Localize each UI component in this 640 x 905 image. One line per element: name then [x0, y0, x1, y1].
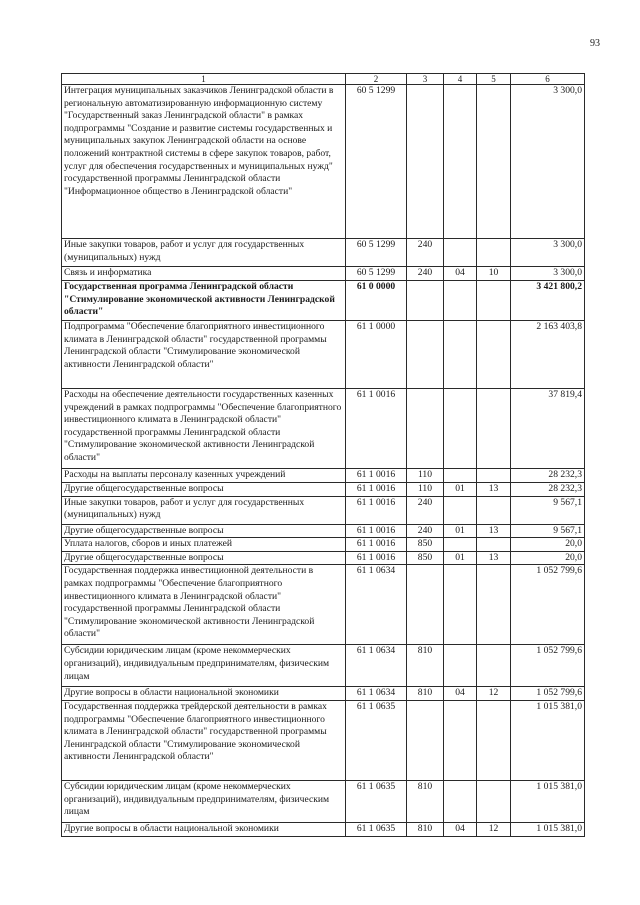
expense-type-cell: 810 — [407, 687, 444, 701]
subsection-cell — [477, 780, 511, 822]
amount-cell: 3 421 800,2 — [511, 281, 585, 321]
subsection-cell — [477, 538, 511, 552]
target-code-cell: 61 1 0016 — [346, 538, 407, 552]
expense-type-cell: 810 — [407, 822, 444, 836]
subsection-cell — [477, 85, 511, 239]
section-cell: 04 — [444, 822, 477, 836]
subsection-cell: 13 — [477, 483, 511, 497]
row-name-cell: Государственная программа Ленинградской области "Стимулирование экономической активности Ленинградской области" — [62, 281, 346, 321]
row-name-cell: Государственная поддержка инвестиционной деятельности в рамках подпрограммы "Обеспечение благоприятного инвестиционного климата в Ленинградской области" государственной программы Ленинградской области "Стимулирование экономической активности Ленинградской области" — [62, 565, 346, 645]
section-cell — [444, 538, 477, 552]
subsection-cell — [477, 645, 511, 687]
column-header-3: 3 — [407, 74, 444, 85]
target-code-cell: 61 1 0635 — [346, 780, 407, 822]
row-name-cell: Другие общегосударственные вопросы — [62, 524, 346, 538]
expense-type-cell — [407, 565, 444, 645]
section-cell: 04 — [444, 687, 477, 701]
section-cell — [444, 780, 477, 822]
row-name-cell: Субсидии юридическим лицам (кроме некоммерческих организаций), индивидуальным предпринимателям, физическим лицам — [62, 645, 346, 687]
expense-type-cell: 810 — [407, 780, 444, 822]
amount-cell: 1 052 799,6 — [511, 687, 585, 701]
table-row — [62, 85, 585, 239]
expense-type-cell — [407, 321, 444, 389]
subsection-cell — [477, 700, 511, 780]
amount-cell: 3 300,0 — [511, 85, 585, 239]
expense-type-cell: 240 — [407, 239, 444, 267]
expense-type-cell: 240 — [407, 496, 444, 524]
amount-cell: 1 052 799,6 — [511, 565, 585, 645]
column-header-2: 2 — [346, 74, 407, 85]
subsection-cell: 10 — [477, 267, 511, 281]
subsection-cell — [477, 469, 511, 483]
target-code-cell: 61 1 0634 — [346, 565, 407, 645]
table-row — [62, 389, 585, 469]
table-row — [62, 483, 585, 497]
section-cell — [444, 645, 477, 687]
page-number: 93 — [590, 38, 600, 49]
target-code-cell: 60 5 1299 — [346, 85, 407, 239]
section-cell — [444, 85, 477, 239]
target-code-cell: 60 5 1299 — [346, 239, 407, 267]
table-row — [62, 538, 585, 552]
section-cell — [444, 565, 477, 645]
target-code-cell: 61 1 0016 — [346, 524, 407, 538]
amount-cell: 1 015 381,0 — [511, 780, 585, 822]
column-header-4: 4 — [444, 74, 477, 85]
row-name-cell: Другие общегосударственные вопросы — [62, 483, 346, 497]
table-row — [62, 469, 585, 483]
expense-type-cell: 850 — [407, 538, 444, 552]
amount-cell: 28 232,3 — [511, 483, 585, 497]
table-row — [62, 822, 585, 836]
amount-cell: 37 819,4 — [511, 389, 585, 469]
section-cell — [444, 700, 477, 780]
target-code-cell: 61 1 0016 — [346, 551, 407, 565]
expense-type-cell: 240 — [407, 267, 444, 281]
subsection-cell — [477, 239, 511, 267]
target-code-cell: 61 1 0634 — [346, 687, 407, 701]
expense-type-cell: 240 — [407, 524, 444, 538]
table-row — [62, 780, 585, 822]
table-row — [62, 700, 585, 780]
subsection-cell — [477, 496, 511, 524]
row-name-cell: Другие вопросы в области национальной экономики — [62, 687, 346, 701]
table-row — [62, 321, 585, 389]
row-name-cell: Иные закупки товаров, работ и услуг для государственных (муниципальных) нужд — [62, 496, 346, 524]
expense-type-cell: 810 — [407, 645, 444, 687]
section-cell: 01 — [444, 551, 477, 565]
column-header-1: 1 — [62, 74, 346, 85]
row-name-cell: Расходы на обеспечение деятельности государственных казенных учреждений в рамках подпрограммы "Обеспечение благоприятного инвестиционного климата в Ленинградской области" государственной программы Ленинградской области "Стимулирование экономической активности Ленинградской области" — [62, 389, 346, 469]
target-code-cell: 60 5 1299 — [346, 267, 407, 281]
target-code-cell: 61 1 0016 — [346, 389, 407, 469]
table-row — [62, 239, 585, 267]
table-row — [62, 281, 585, 321]
target-code-cell: 61 1 0634 — [346, 645, 407, 687]
target-code-cell: 61 1 0016 — [346, 483, 407, 497]
target-code-cell: 61 0 0000 — [346, 281, 407, 321]
amount-cell: 20,0 — [511, 551, 585, 565]
amount-cell: 9 567,1 — [511, 524, 585, 538]
table-header-row — [62, 74, 585, 85]
expense-type-cell: 110 — [407, 469, 444, 483]
expense-type-cell — [407, 281, 444, 321]
subsection-cell — [477, 389, 511, 469]
section-cell — [444, 389, 477, 469]
target-code-cell: 61 1 0016 — [346, 469, 407, 483]
section-cell — [444, 321, 477, 389]
expense-type-cell: 110 — [407, 483, 444, 497]
section-cell — [444, 469, 477, 483]
amount-cell: 20,0 — [511, 538, 585, 552]
row-name-cell: Иные закупки товаров, работ и услуг для государственных (муниципальных) нужд — [62, 239, 346, 267]
section-cell: 01 — [444, 483, 477, 497]
subsection-cell: 12 — [477, 687, 511, 701]
expense-type-cell — [407, 389, 444, 469]
column-header-6: 6 — [511, 74, 585, 85]
table-row — [62, 496, 585, 524]
amount-cell: 28 232,3 — [511, 469, 585, 483]
table-row — [62, 687, 585, 701]
expense-type-cell — [407, 700, 444, 780]
subsection-cell: 12 — [477, 822, 511, 836]
amount-cell: 9 567,1 — [511, 496, 585, 524]
column-header-5: 5 — [477, 74, 511, 85]
amount-cell: 2 163 403,8 — [511, 321, 585, 389]
row-name-cell: Расходы на выплаты персоналу казенных учреждений — [62, 469, 346, 483]
budget-table — [61, 73, 585, 837]
subsection-cell: 13 — [477, 551, 511, 565]
section-cell — [444, 239, 477, 267]
subsection-cell — [477, 321, 511, 389]
subsection-cell: 13 — [477, 524, 511, 538]
table-row — [62, 524, 585, 538]
row-name-cell: Субсидии юридическим лицам (кроме некоммерческих организаций), индивидуальным предпринимателям, физическим лицам — [62, 780, 346, 822]
amount-cell: 3 300,0 — [511, 267, 585, 281]
row-name-cell: Интеграция муниципальных заказчиков Ленинградской области в региональную автоматизированную информационную систему "Государственный заказ Ленинградской области" в рамках подпрограммы "Создание и развитие системы государственных и муниципальных закупок Ленинградской области на основе положений контрактной системы в сфере закупок товаров, работ, услуг для обеспечения государственных и муниципальных нужд" государственной программы Ленинградской области "Информационное общество в Ленинградской области" — [62, 85, 346, 239]
table-row — [62, 645, 585, 687]
subsection-cell — [477, 565, 511, 645]
row-name-cell: Государственная поддержка трейдерской деятельности в рамках подпрограммы "Обеспечение благоприятного инвестиционного климата в Ленинградской области" государственной программы Ленинградской области "Стимулирование экономической активности Ленинградской области" — [62, 700, 346, 780]
table-row — [62, 267, 585, 281]
amount-cell: 1 015 381,0 — [511, 700, 585, 780]
amount-cell: 1 015 381,0 — [511, 822, 585, 836]
target-code-cell: 61 1 0000 — [346, 321, 407, 389]
amount-cell: 1 052 799,6 — [511, 645, 585, 687]
section-cell: 04 — [444, 267, 477, 281]
section-cell: 01 — [444, 524, 477, 538]
row-name-cell: Другие вопросы в области национальной экономики — [62, 822, 346, 836]
table-body — [62, 85, 585, 837]
row-name-cell: Подпрограмма "Обеспечение благоприятного инвестиционного климата в Ленинградской области" государственной программы Ленинградской области "Стимулирование экономической активности Ленинградской области" — [62, 321, 346, 389]
amount-cell: 3 300,0 — [511, 239, 585, 267]
section-cell — [444, 496, 477, 524]
table-row — [62, 565, 585, 645]
target-code-cell: 61 1 0635 — [346, 822, 407, 836]
table-row — [62, 551, 585, 565]
row-name-cell: Уплата налогов, сборов и иных платежей — [62, 538, 346, 552]
target-code-cell: 61 1 0635 — [346, 700, 407, 780]
expense-type-cell — [407, 85, 444, 239]
expense-type-cell: 850 — [407, 551, 444, 565]
row-name-cell: Другие общегосударственные вопросы — [62, 551, 346, 565]
row-name-cell: Связь и информатика — [62, 267, 346, 281]
target-code-cell: 61 1 0016 — [346, 496, 407, 524]
section-cell — [444, 281, 477, 321]
subsection-cell — [477, 281, 511, 321]
